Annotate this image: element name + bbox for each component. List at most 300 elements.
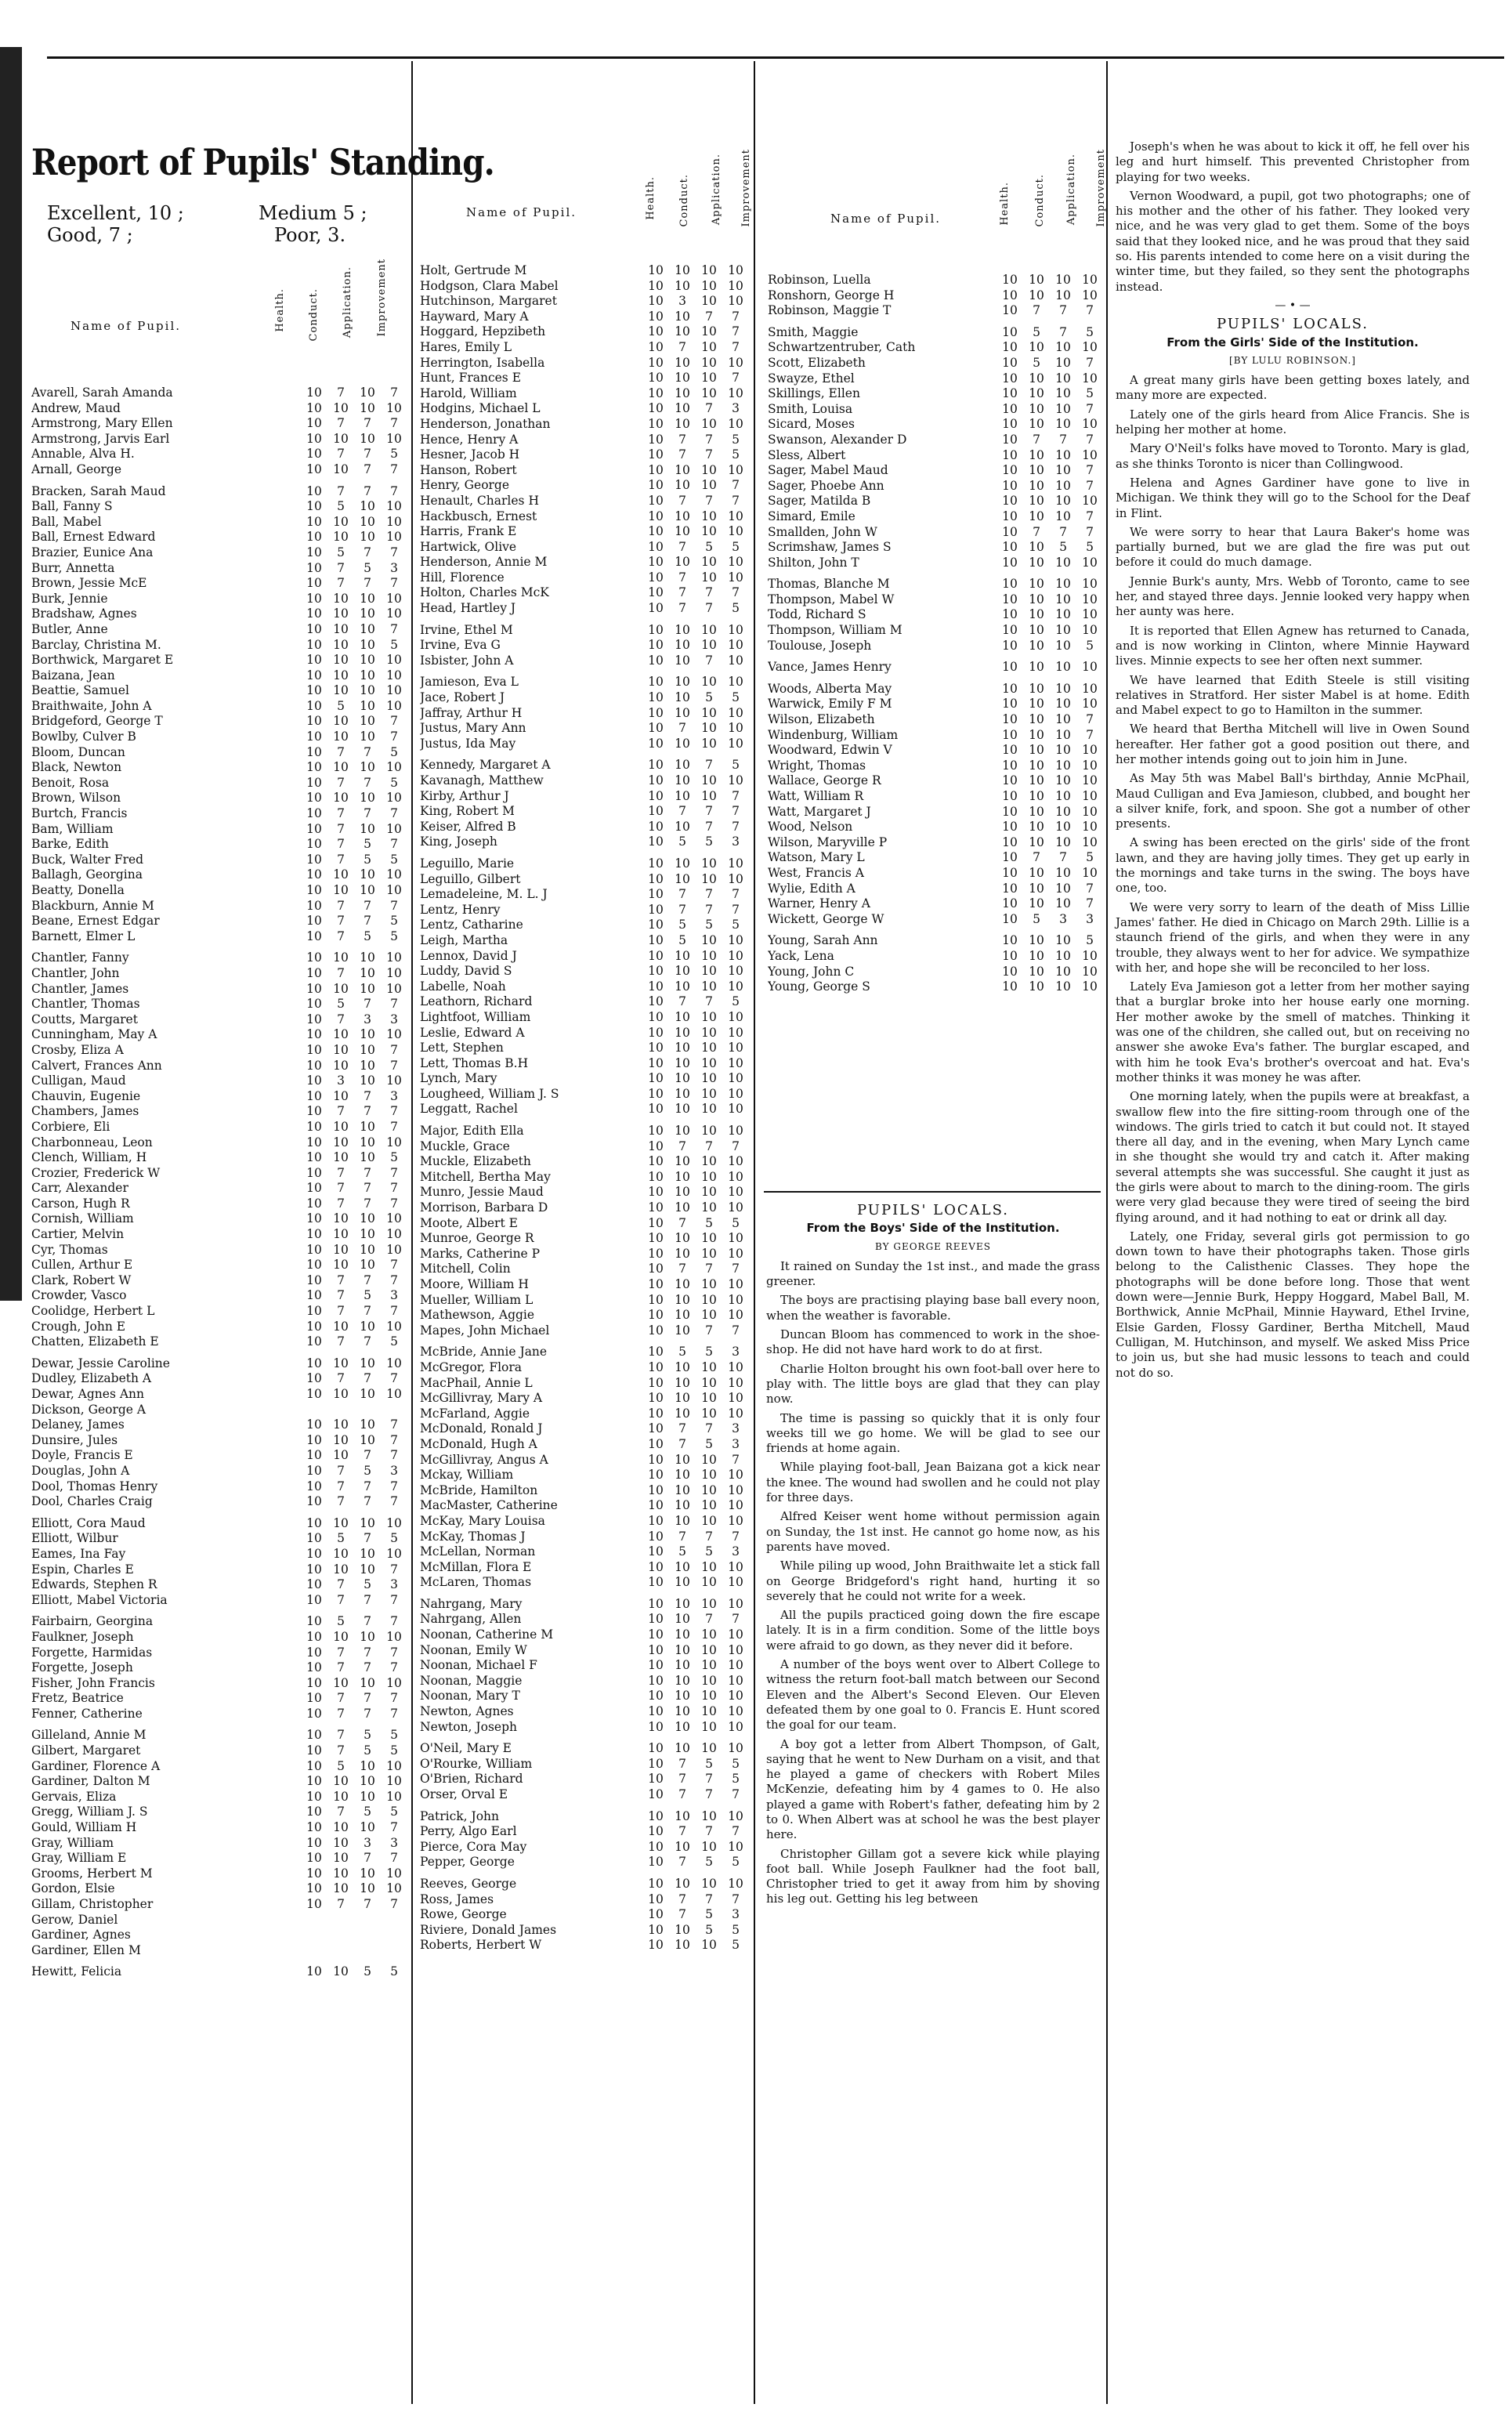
health-score: 10 <box>1002 607 1018 622</box>
conduct-score: 10 <box>675 355 690 370</box>
application-score: 10 <box>701 1876 717 1891</box>
pupil-row <box>31 668 407 684</box>
health-score: 10 <box>1002 865 1018 880</box>
improvement-score: 10 <box>386 950 402 965</box>
improvement-score: 7 <box>390 1104 398 1119</box>
health-score: 10 <box>306 1706 322 1721</box>
pupil-name: Lemadeleine, M. L. J <box>420 887 548 902</box>
pupil-name: Lett, Stephen <box>420 1041 504 1055</box>
pupil-name: Kennedy, Margaret A <box>420 758 551 773</box>
application-score: 10 <box>701 416 717 431</box>
health-score: 10 <box>306 806 322 821</box>
pupil-row <box>31 853 407 868</box>
conduct-score: 5 <box>1033 324 1040 339</box>
pupil-row <box>768 273 1103 288</box>
pupil-name: Hanson, Robert <box>420 462 517 477</box>
health-score: 10 <box>648 690 664 705</box>
application-score: 7 <box>705 653 713 668</box>
pupil-name: Black, Newton <box>31 760 122 775</box>
improvement-score: 7 <box>732 1892 740 1906</box>
pupil-row <box>420 356 749 371</box>
conduct-score: 10 <box>675 1922 690 1937</box>
pupil-row <box>31 929 407 945</box>
application-score: 10 <box>360 1150 375 1165</box>
application-score: 10 <box>1055 494 1071 509</box>
application-score: 10 <box>1055 820 1071 834</box>
pupil-name: Muckle, Grace <box>420 1139 510 1153</box>
pupil-row <box>31 530 407 545</box>
pupil-row <box>420 555 749 570</box>
health-score: 10 <box>306 729 322 744</box>
improvement-score: 7 <box>390 545 398 559</box>
improvement-score: 7 <box>390 1614 398 1629</box>
pupil-name: Holt, Gertrude M <box>420 263 527 277</box>
application-score: 10 <box>701 1808 717 1823</box>
pupil-row <box>31 1593 407 1609</box>
application-score: 5 <box>364 560 371 575</box>
pupil-row <box>420 463 749 479</box>
conduct-score: 10 <box>1029 697 1044 711</box>
health-score: 10 <box>306 1774 322 1789</box>
health-score: 10 <box>648 902 664 917</box>
pupil-name: Carson, Hugh R <box>31 1196 130 1211</box>
health-score: 10 <box>1002 555 1018 570</box>
improvement-score: 10 <box>1082 447 1098 462</box>
pupil-row <box>420 1421 749 1437</box>
improvement-score <box>381 1403 407 1418</box>
group-spacer <box>420 751 749 758</box>
improvement-score: 3 <box>732 1907 740 1922</box>
conduct-score: 10 <box>1029 712 1044 727</box>
application-score: 7 <box>1059 324 1067 339</box>
application-score: 5 <box>364 1805 371 1819</box>
conduct-score: 7 <box>337 1181 345 1196</box>
pupil-row <box>31 867 407 883</box>
conduct-score: 10 <box>1029 273 1044 287</box>
pupil-row <box>31 1464 407 1479</box>
application-score: 10 <box>360 1058 375 1073</box>
conduct-score: 10 <box>675 1292 690 1307</box>
pupil-name: Gilbert, Margaret <box>31 1743 141 1758</box>
pupil-row <box>31 899 407 914</box>
conduct-score: 10 <box>333 653 349 668</box>
news-paragraph: Joseph's when he was about to kick it off, he fell over his leg and hurt himself. This prevented Christopher from playing for two weeks. <box>1116 139 1470 184</box>
pupil-name: Wright, Thomas <box>768 758 866 773</box>
health-score: 10 <box>306 1531 322 1546</box>
conduct-score: 10 <box>333 683 349 698</box>
health-score: 10 <box>1002 660 1018 675</box>
pupil-name: O'Neil, Mary E <box>420 1741 512 1756</box>
conduct-score: 7 <box>678 1824 686 1839</box>
pupil-name: Butler, Anne <box>31 621 108 636</box>
improvement-score: 10 <box>728 948 743 963</box>
conduct-score: 7 <box>337 852 345 867</box>
pupil-name: Beane, Ernest Edgar <box>31 914 160 929</box>
pupil-row <box>31 1371 407 1387</box>
conduct-score: 10 <box>333 400 349 415</box>
pupil-row <box>420 1391 749 1406</box>
application-score: 7 <box>705 401 713 416</box>
application-score: 5 <box>705 1215 713 1230</box>
improvement-score: 7 <box>732 371 740 386</box>
conduct-score: 10 <box>675 1596 690 1611</box>
pupil-row <box>420 1231 749 1247</box>
improvement-score: 7 <box>390 997 398 1012</box>
conduct-score: 7 <box>337 1728 345 1743</box>
application-score: 7 <box>364 1660 371 1675</box>
health-score: 10 <box>648 721 664 736</box>
improvement-score: 5 <box>1086 540 1094 555</box>
pupil-row <box>31 484 407 500</box>
pupil-row <box>768 773 1103 789</box>
pupil-name: Luddy, David S <box>420 964 512 979</box>
application-score: 10 <box>701 1406 717 1421</box>
application-score: 10 <box>701 355 717 370</box>
application-score: 5 <box>1059 540 1067 555</box>
pupil-row <box>420 1643 749 1659</box>
pupil-row <box>420 1824 749 1840</box>
pupil-name: Elliott, Mabel Victoria <box>31 1592 168 1607</box>
pupil-row <box>31 1243 407 1258</box>
application-score: 10 <box>1055 789 1071 803</box>
health-score: 10 <box>306 821 322 836</box>
improvement-score: 7 <box>390 1691 398 1706</box>
news-paragraph: We heard that Bertha Mitchell will live in Owen Sound hereafter. Her father got a good position out there, and her mother intends going out to join him in June. <box>1116 722 1470 766</box>
pupil-row <box>420 1704 749 1720</box>
conduct-score <box>327 1943 354 1959</box>
pupil-row <box>768 896 1103 912</box>
health-score: 10 <box>648 1391 664 1406</box>
improvement-score: 7 <box>390 1448 398 1463</box>
pupil-name: Lynch, Mary <box>420 1071 497 1086</box>
health-score: 10 <box>648 1559 664 1574</box>
health-score: 10 <box>648 1009 664 1024</box>
news-paragraph: Lately one of the girls heard from Alice Francis. She is helping her mother at home. <box>1116 407 1470 437</box>
pupil-name: Dunsire, Jules <box>31 1432 118 1447</box>
improvement-score: 10 <box>728 1200 743 1215</box>
conduct-score: 7 <box>678 1421 686 1436</box>
pupil-name: Muckle, Elizabeth <box>420 1154 531 1169</box>
health-score: 10 <box>648 932 664 947</box>
pupil-name: Young, Sarah Ann <box>768 933 878 948</box>
conduct-score: 10 <box>675 1375 690 1390</box>
conduct-score: 10 <box>333 981 349 996</box>
conduct-score: 10 <box>1029 623 1044 638</box>
improvement-score: 7 <box>390 1042 398 1057</box>
pupil-name: Ball, Ernest Edward <box>31 530 156 545</box>
improvement-score: 3 <box>732 1421 740 1436</box>
improvement-score: 10 <box>1082 773 1098 788</box>
health-score: 10 <box>306 1027 322 1042</box>
health-score: 10 <box>306 867 322 882</box>
pupil-name: Ball, Mabel <box>31 514 102 529</box>
pupil-row <box>768 433 1103 448</box>
health-score: 10 <box>306 1273 322 1287</box>
conduct-score: 7 <box>337 1165 345 1180</box>
conduct-score: 5 <box>337 545 345 559</box>
pupil-row <box>31 1531 407 1547</box>
pupil-name: Gordon, Elsie <box>31 1881 115 1896</box>
application-score: 7 <box>364 545 371 559</box>
health-score: 10 <box>648 1658 664 1673</box>
improvement-score: 10 <box>386 698 402 713</box>
application-score: 10 <box>701 1513 717 1528</box>
health-score: 10 <box>306 1417 322 1432</box>
improvement-score: 7 <box>390 1592 398 1607</box>
news-paragraph: The boys are practising playing base ball every noon, when the weather is favorable. <box>766 1293 1100 1323</box>
pupil-name: McDonald, Ronald J <box>420 1421 543 1436</box>
improvement-score: 7 <box>732 1262 740 1276</box>
group-spacer <box>420 1117 749 1124</box>
application-score: 10 <box>360 791 375 806</box>
application-score: 10 <box>701 1086 717 1101</box>
conduct-score: 7 <box>337 1660 345 1675</box>
health-score: 10 <box>306 852 322 867</box>
application-score: 10 <box>1055 712 1071 727</box>
conduct-score: 10 <box>333 729 349 744</box>
pupil-row <box>420 690 749 706</box>
pupil-row <box>420 675 749 690</box>
conduct-score: 7 <box>337 1304 345 1319</box>
improvement-score: 10 <box>1082 371 1098 386</box>
pupil-name: Arnall, George <box>31 462 121 476</box>
improvement-score: 7 <box>390 1851 398 1866</box>
pupil-row <box>420 263 749 279</box>
conduct-score: 5 <box>678 1544 686 1559</box>
pupil-name: Sager, Mabel Maud <box>768 463 888 478</box>
application-score: 5 <box>705 918 713 932</box>
improvement-score: 7 <box>390 898 398 913</box>
health-score: 10 <box>1002 727 1018 742</box>
application-score: 10 <box>360 400 375 415</box>
improvement-score: 3 <box>1086 911 1094 926</box>
pupil-name: Hutchinson, Margaret <box>420 294 557 309</box>
health-score: 10 <box>1002 401 1018 416</box>
pupil-row <box>768 850 1103 866</box>
improvement-score: 10 <box>728 1071 743 1086</box>
health-score: 10 <box>306 883 322 897</box>
pupil-row <box>768 712 1103 728</box>
pupil-row <box>768 479 1103 494</box>
health-score: 10 <box>648 1169 664 1184</box>
application-score: 5 <box>705 539 713 554</box>
health-score: 10 <box>306 1181 322 1196</box>
health-score: 10 <box>648 1513 664 1528</box>
improvement-score: 10 <box>728 462 743 477</box>
pupil-name: Chatten, Elizabeth E <box>31 1334 159 1349</box>
health-score: 10 <box>648 1185 664 1200</box>
pupil-name: Faulkner, Joseph <box>31 1629 134 1644</box>
pupil-name: Lentz, Henry <box>420 902 501 917</box>
conduct-score: 10 <box>675 856 690 871</box>
col3-health-header: Health. <box>999 182 1011 226</box>
conduct-score: 7 <box>678 994 686 1009</box>
health-score: 10 <box>1002 494 1018 509</box>
group-spacer <box>768 570 1103 577</box>
pupil-name: Henderson, Jonathan <box>420 416 551 431</box>
pupil-name: Gardiner, Agnes <box>31 1928 131 1942</box>
improvement-score: 7 <box>732 493 740 508</box>
health-score: 10 <box>1002 638 1018 653</box>
pupil-row <box>420 789 749 805</box>
pupil-row <box>31 545 407 561</box>
improvement-score: 7 <box>390 483 398 498</box>
pupil-row <box>420 1071 749 1087</box>
health-score: 10 <box>648 948 664 963</box>
pupil-name: Gillam, Christopher <box>31 1897 154 1911</box>
application-score: 10 <box>701 1292 717 1307</box>
application-score: 5 <box>364 1577 371 1592</box>
girls-locals-article <box>1116 139 1470 1385</box>
pupil-name: Hence, Henry A <box>420 432 519 447</box>
pupil-row <box>31 1836 407 1852</box>
pupil-row <box>31 1707 407 1722</box>
improvement-score: 10 <box>728 570 743 585</box>
application-score: 7 <box>705 1824 713 1839</box>
improvement-score: 10 <box>728 705 743 720</box>
application-score: 10 <box>701 675 717 690</box>
application-score: 5 <box>364 852 371 867</box>
pupil-row <box>420 1720 749 1736</box>
pupil-row <box>31 1645 407 1661</box>
conduct-score: 10 <box>1029 681 1044 696</box>
health-score: 10 <box>306 1691 322 1706</box>
pupil-name: Leigh, Martha <box>420 932 508 947</box>
conduct-score: 7 <box>678 721 686 736</box>
conduct-score: 10 <box>675 524 690 539</box>
col1-health-header: Health. <box>274 288 286 332</box>
health-score: 10 <box>648 1689 664 1703</box>
pupil-name: Forgette, Harmidas <box>31 1645 153 1660</box>
pupil-row <box>31 1104 407 1120</box>
application-score: 7 <box>364 1371 371 1386</box>
application-score: 10 <box>360 698 375 713</box>
pupil-row <box>420 401 749 417</box>
conduct-score: 10 <box>675 1154 690 1169</box>
application-score: 7 <box>705 1323 713 1338</box>
pupil-row <box>420 585 749 601</box>
application-score: 5 <box>705 1855 713 1870</box>
conduct-score: 10 <box>675 871 690 886</box>
col1-improvement-header: Improvement <box>376 259 388 337</box>
improvement-score: 7 <box>390 1417 398 1432</box>
conduct-score: 7 <box>678 539 686 554</box>
pupil-row <box>420 887 749 903</box>
pupil-row <box>420 1308 749 1323</box>
health-score: 10 <box>648 1262 664 1276</box>
health-score: 10 <box>648 493 664 508</box>
application-score: 10 <box>701 1375 717 1390</box>
key-medium: Medium 5 ; <box>259 202 367 224</box>
improvement-score: 7 <box>390 1706 398 1721</box>
pupil-row <box>420 433 749 448</box>
improvement-score: 10 <box>386 1881 402 1896</box>
conduct-score: 7 <box>337 1691 345 1706</box>
application-score: 7 <box>364 1304 371 1319</box>
health-score: 10 <box>306 683 322 698</box>
health-score: 10 <box>648 773 664 787</box>
pupil-name: Rowe, George <box>420 1907 507 1922</box>
pupil-name: Henry, George <box>420 478 510 493</box>
pupil-row <box>31 1728 407 1743</box>
improvement-score: 10 <box>386 499 402 514</box>
pupil-row <box>31 1577 407 1593</box>
pupil-row <box>31 1805 407 1820</box>
health-score: 10 <box>648 1124 664 1139</box>
pupil-name: Armstrong, Jarvis Earl <box>31 431 170 446</box>
conduct-score: 10 <box>675 1741 690 1756</box>
conduct-score: 10 <box>333 1058 349 1073</box>
improvement-score: 10 <box>728 1277 743 1291</box>
news-paragraph: While piling up wood, John Braithwaite let a stick fall on George Bridgeford's right hand, hurting it so severely that he could not write for a week. <box>766 1559 1100 1603</box>
pupil-name: Gray, William <box>31 1835 114 1850</box>
pupil-row <box>420 509 749 525</box>
pupil-name: Fisher, John Francis <box>31 1675 155 1690</box>
application-score: 10 <box>1055 727 1071 742</box>
pupil-row <box>768 882 1103 897</box>
health-score <box>301 1403 327 1418</box>
conduct-score: 10 <box>333 606 349 621</box>
group-spacer <box>31 944 407 950</box>
health-score: 10 <box>306 400 322 415</box>
application-score: 7 <box>364 997 371 1012</box>
conduct-score: 10 <box>1029 881 1044 896</box>
pupil-name: Espin, Charles E <box>31 1562 134 1577</box>
application-score: 7 <box>705 1892 713 1906</box>
improvement-score: 10 <box>728 638 743 653</box>
top-rule <box>47 56 1504 59</box>
conduct-score: 7 <box>678 1855 686 1870</box>
health-score: 10 <box>1002 623 1018 638</box>
conduct-score: 5 <box>1033 355 1040 370</box>
pupil-name: Bloom, Duncan <box>31 744 125 759</box>
application-score: 10 <box>701 1169 717 1184</box>
pupil-row <box>768 371 1103 387</box>
pupil-name: Reeves, George <box>420 1876 517 1891</box>
pupil-row <box>31 1181 407 1197</box>
group-spacer <box>31 1510 407 1516</box>
conduct-score: 10 <box>675 1169 690 1184</box>
pupil-name: Douglas, John A <box>31 1463 130 1478</box>
pupil-row <box>31 837 407 853</box>
pupil-name: Hares, Emily L <box>420 339 512 354</box>
application-score: 10 <box>360 637 375 652</box>
conduct-score: 5 <box>337 997 345 1012</box>
conduct-score: 10 <box>675 1719 690 1734</box>
conduct-score: 10 <box>675 1323 690 1338</box>
health-score: 10 <box>306 1515 322 1530</box>
health-score: 10 <box>1002 478 1018 493</box>
pupil-name: Bracken, Sarah Maud <box>31 483 166 498</box>
improvement-score: 7 <box>1086 463 1094 478</box>
pupil-row <box>768 639 1103 654</box>
health-score: 10 <box>306 1448 322 1463</box>
application-score <box>354 1943 381 1959</box>
pupil-name: Lougheed, William J. S <box>420 1086 559 1101</box>
improvement-score: 10 <box>728 1231 743 1246</box>
pupil-name: Hesner, Jacob H <box>420 447 520 462</box>
improvement-score: 7 <box>1086 896 1094 911</box>
conduct-score: 10 <box>333 1135 349 1149</box>
conduct-score: 3 <box>678 294 686 309</box>
conduct-score: 7 <box>678 1529 686 1544</box>
improvement-score: 7 <box>390 621 398 636</box>
conduct-score: 10 <box>1029 758 1044 773</box>
pupil-name: Justus, Ida May <box>420 736 516 751</box>
pupil-name: Young, John C <box>768 964 855 979</box>
group-spacer <box>420 1870 749 1877</box>
pupil-name: Leslie, Edward A <box>420 1025 525 1040</box>
